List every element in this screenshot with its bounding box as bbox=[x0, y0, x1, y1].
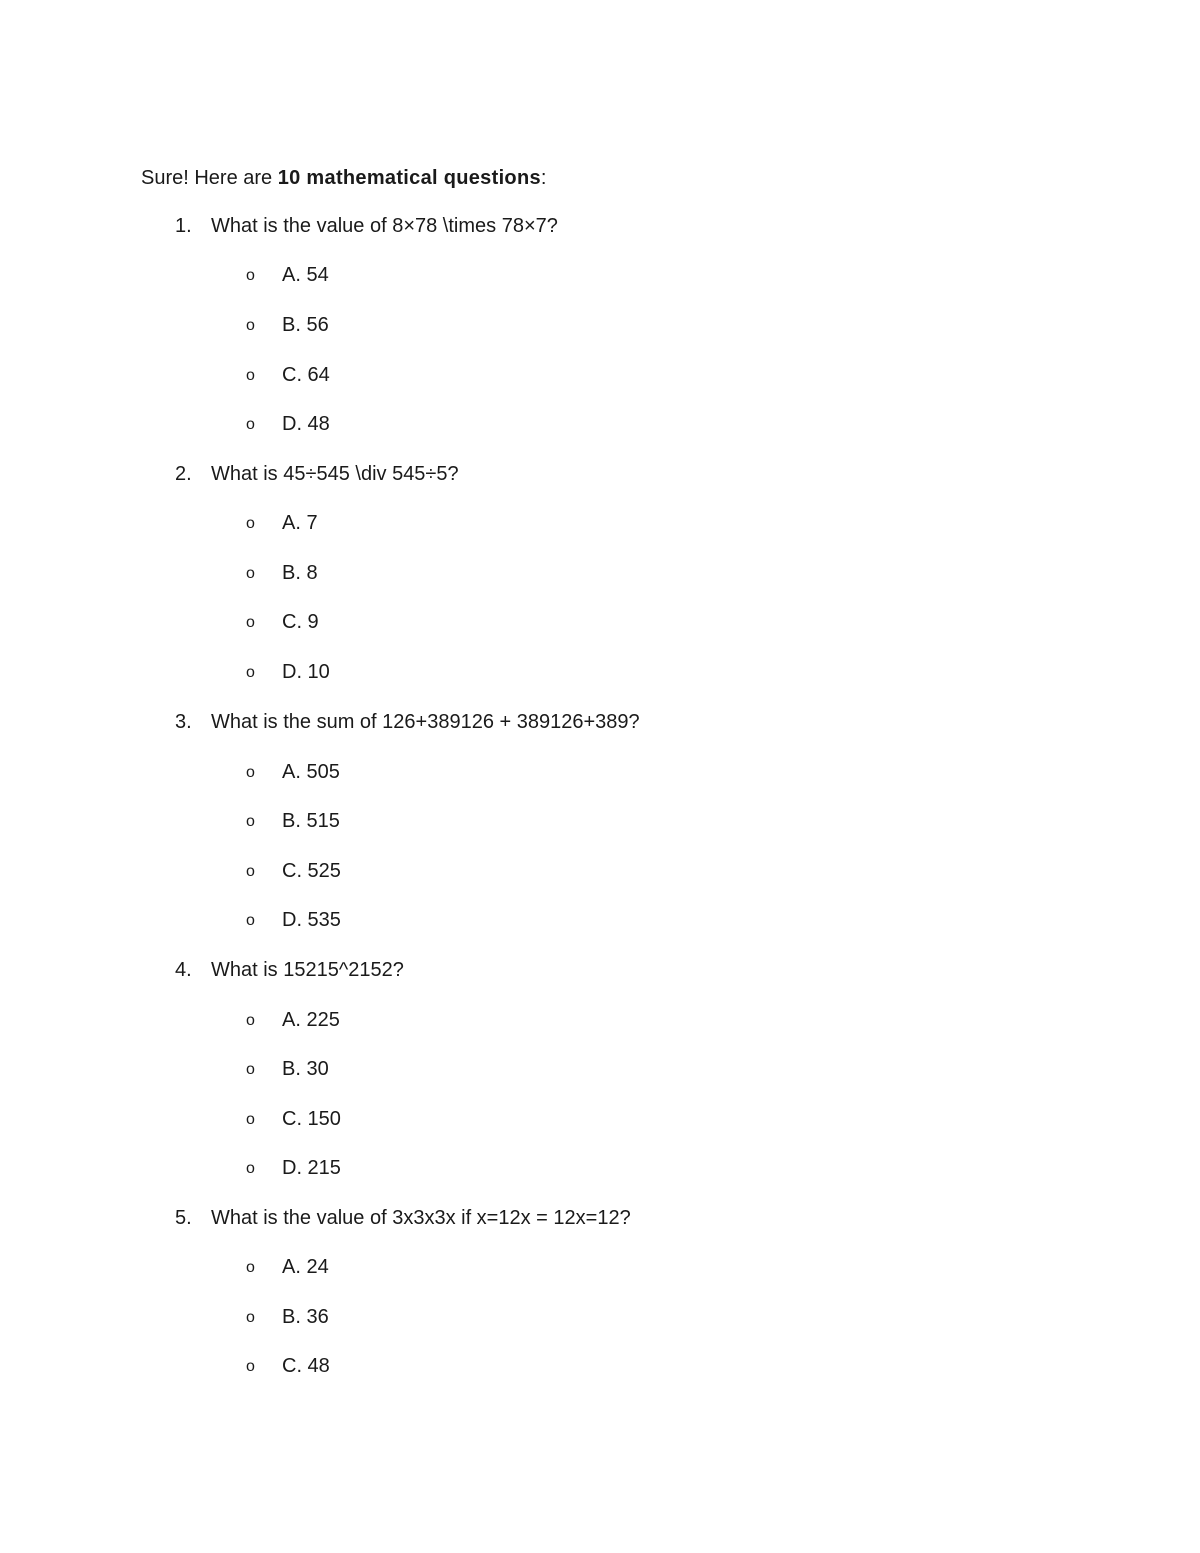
bullet-icon: o bbox=[246, 1111, 255, 1128]
option-label: D. 215 bbox=[282, 1157, 341, 1179]
option-1c bbox=[246, 361, 330, 391]
bullet-icon: o bbox=[246, 813, 255, 830]
question-1 bbox=[175, 212, 558, 240]
bullet-icon: o bbox=[246, 1160, 255, 1177]
question-4 bbox=[175, 956, 404, 984]
intro-suffix: : bbox=[540, 167, 547, 189]
question-number: 5. bbox=[175, 1207, 192, 1229]
option-1d bbox=[246, 410, 330, 440]
option-2a bbox=[246, 509, 318, 539]
option-label: C. 150 bbox=[282, 1108, 341, 1130]
bullet-icon: o bbox=[246, 1358, 255, 1375]
intro-line bbox=[141, 164, 546, 192]
option-2c bbox=[246, 608, 319, 638]
bullet-icon: o bbox=[246, 267, 255, 284]
option-5c bbox=[246, 1352, 330, 1382]
option-2d bbox=[246, 658, 330, 688]
option-label: B. 30 bbox=[282, 1058, 329, 1080]
question-2 bbox=[175, 460, 459, 488]
bullet-icon: o bbox=[246, 664, 255, 681]
option-label: C. 525 bbox=[282, 860, 341, 882]
option-label: A. 505 bbox=[282, 761, 340, 783]
question-3 bbox=[175, 708, 640, 736]
option-2b bbox=[246, 559, 318, 589]
bullet-icon: o bbox=[246, 416, 255, 433]
option-label: B. 36 bbox=[282, 1306, 329, 1328]
option-label: A. 7 bbox=[282, 512, 318, 534]
option-label: C. 64 bbox=[282, 364, 330, 386]
question-text: What is the value of 8×78 \times 78×7? bbox=[211, 215, 558, 237]
option-3a bbox=[246, 758, 340, 788]
intro-prefix: Sure! Here are bbox=[141, 167, 278, 189]
option-1a bbox=[246, 261, 329, 291]
option-3d bbox=[246, 906, 341, 936]
option-label: B. 515 bbox=[282, 810, 340, 832]
option-4c bbox=[246, 1105, 341, 1135]
bullet-icon: o bbox=[246, 515, 255, 532]
option-5b bbox=[246, 1303, 329, 1333]
bullet-icon: o bbox=[246, 912, 255, 929]
question-text: What is the sum of 126+389126 + 389126+389? bbox=[211, 711, 640, 733]
question-number: 1. bbox=[175, 215, 192, 237]
bullet-icon: o bbox=[246, 565, 255, 582]
option-label: D. 10 bbox=[282, 661, 330, 683]
question-number: 2. bbox=[175, 463, 192, 485]
option-label: C. 9 bbox=[282, 611, 319, 633]
bullet-icon: o bbox=[246, 1012, 255, 1029]
bullet-icon: o bbox=[246, 1259, 255, 1276]
option-4a bbox=[246, 1006, 340, 1036]
option-1b bbox=[246, 311, 329, 341]
option-label: D. 48 bbox=[282, 413, 330, 435]
intro-bold: 10 mathematical questions bbox=[277, 167, 541, 189]
bullet-icon: o bbox=[246, 614, 255, 631]
option-label: A. 54 bbox=[282, 264, 329, 286]
option-4d bbox=[246, 1154, 341, 1184]
question-number: 3. bbox=[175, 711, 192, 733]
option-label: A. 225 bbox=[282, 1009, 340, 1031]
option-label: A. 24 bbox=[282, 1256, 329, 1278]
option-label: B. 8 bbox=[282, 562, 318, 584]
bullet-icon: o bbox=[246, 367, 255, 384]
question-text: What is the value of 3x3x3x if x=12x = 12x=12? bbox=[211, 1207, 631, 1229]
question-5 bbox=[175, 1204, 631, 1232]
question-text: What is 45÷545 \div 545÷5? bbox=[211, 463, 459, 485]
option-5a bbox=[246, 1253, 329, 1283]
option-label: D. 535 bbox=[282, 909, 341, 931]
option-4b bbox=[246, 1055, 329, 1085]
option-label: C. 48 bbox=[282, 1355, 330, 1377]
question-text: What is 15215^2152? bbox=[211, 959, 404, 981]
option-label: B. 56 bbox=[282, 314, 329, 336]
bullet-icon: o bbox=[246, 1309, 255, 1326]
bullet-icon: o bbox=[246, 317, 255, 334]
option-3c bbox=[246, 857, 341, 887]
option-3b bbox=[246, 807, 340, 837]
bullet-icon: o bbox=[246, 863, 255, 880]
bullet-icon: o bbox=[246, 764, 255, 781]
question-number: 4. bbox=[175, 959, 192, 981]
bullet-icon: o bbox=[246, 1061, 255, 1078]
